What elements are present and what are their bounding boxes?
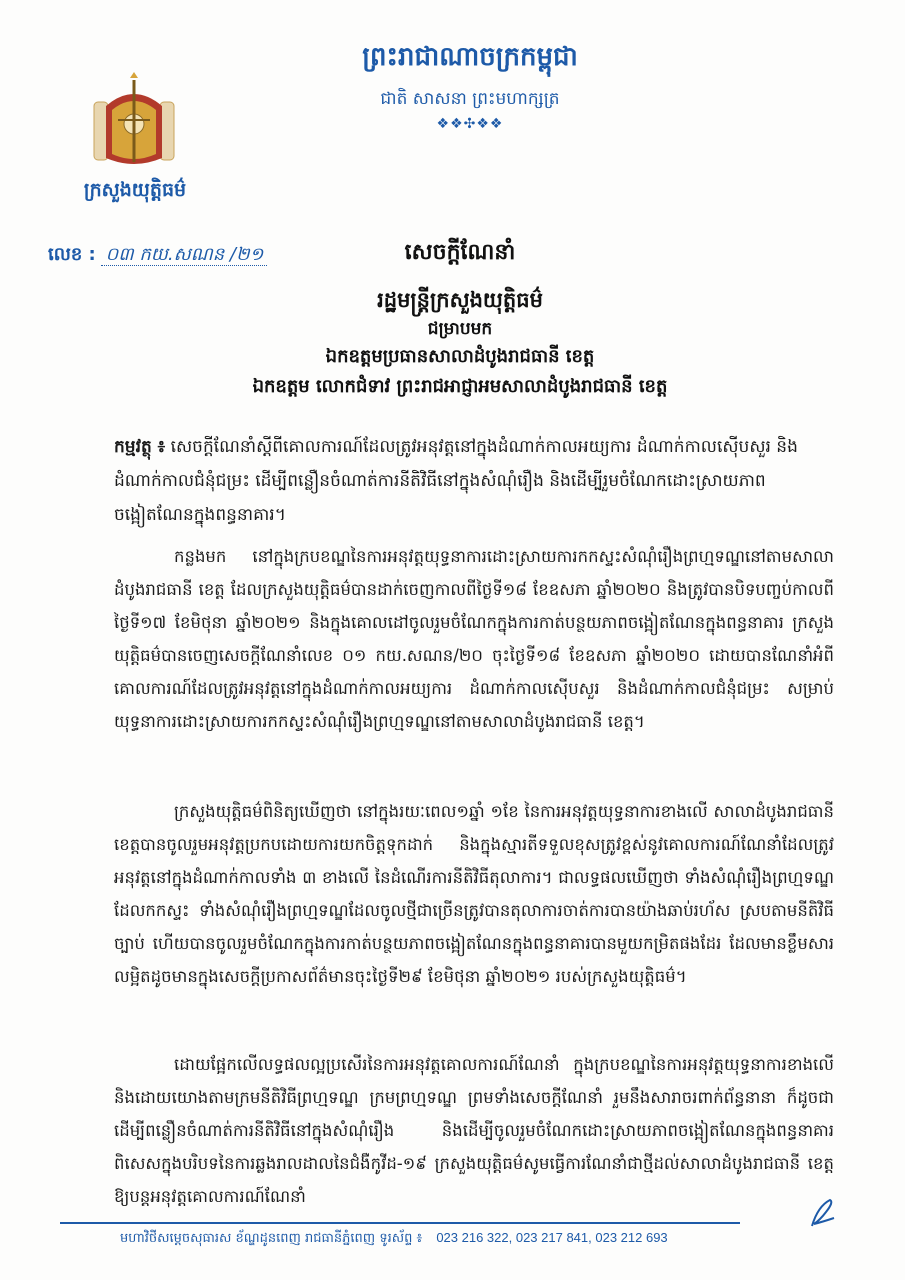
kingdom-heading: ព្រះរាជាណាចក្រកម្ពុជា — [362, 42, 578, 72]
addressee-line-1: ឯកឧត្តមប្រធានសាលាដំបូងរាជធានី ខេត្ត — [325, 346, 595, 367]
footer-address: មហាវិថីសម្តេចសុធារស ខ័ណ្ឌដូនពេញ រាជធានីភ្នំពេញ ទូរស័ព្ទ ៖ — [120, 1231, 423, 1246]
addressee-line-2: ឯកឧត្តម លោកជំទាវ ព្រះរាជអាជ្ញាអមសាលាដំបូងរាជធានី ខេត្ត — [252, 376, 668, 397]
paragraph-1: កន្លងមក នៅក្នុងក្របខណ្ឌនៃការអនុវត្តយុទ្ធនាការដោះស្រាយការកកស្ទះសំណុំរឿងព្រហ្មទណ្ឌនៅតាមសាលាដំបូងរាជធានី ខេត្ត ដែលក្រសួងយុត្តិធម៌បានដាក់ចេញកាលពីថ្ងៃទី១៨ ខែឧសភា ឆ្នាំ២០២០ និងត្រូវបានបិទបញ្ចប់កាលពីថ្ងៃទី១៧ ខែមិថុនា ឆ្នាំ២០២១ និងក្នុងគោលដៅចូលរួមចំណែកក្នុងការកាត់បន្ថយភាពចង្អៀតណែនក្នុងពន្ធនាគារ ក្រសួងយុត្តិធម៌បានចេញសេចក្តីណែនាំលេខ ០១ កយ.សណន/២០ ចុះថ្ងៃទី១៨ ខែឧសភា ឆ្នាំ២០២០ ដោយបានណែនាំអំពីគោលការណ៍ដែលត្រូវអនុវត្តនៅក្នុងដំណាក់កាលអយ្យការ ដំណាក់កាលស៊ើបសួរ និងដំណាក់កាលជំនុំជម្រះ សម្រាប់យុទ្ធនាការដោះស្រាយការកកស្ទះសំណុំរឿងព្រហ្មទណ្ឌនៅតាមសាលាដំបូងរាជធានី ខេត្ត។ — [114, 547, 834, 731]
subject-label: កម្មវត្ថុ ៖ — [114, 437, 166, 457]
subject-block — [114, 430, 834, 532]
subject-text: សេចក្តីណែនាំស្តីពីគោលការណ៍ដែលត្រូវអនុវត្តនៅក្នុងដំណាក់កាលអយ្យការ ដំណាក់កាលស៊ើបសួរ និងដំណាក់កាលជំនុំជម្រះ ដើម្បីពន្លឿនចំណាត់ការនីតិវិធីនៅក្នុងសំណុំរឿង និងដើម្បីរួមចំណែកដោះស្រាយភាពចង្អៀតណែនក្នុងពន្ធនាគារ។ — [114, 437, 798, 525]
document-title: សេចក្តីណែនាំ — [404, 240, 516, 265]
paragraph-3: ដោយផ្អែកលើលទ្ធផលល្អប្រសើរនៃការអនុវត្តគោលការណ៍ណែនាំ ក្នុងក្របខណ្ឌនៃការអនុវត្តយុទ្ធនាការខាងលើ និងដោយយោងតាមក្រមនីតិវិធីព្រហ្មទណ្ឌ ក្រមព្រហ្មទណ្ឌ ព្រមទាំងសេចក្តីណែនាំ រួមនឹងសារាចរពាក់ព័ន្ធនានា ក៏ដូចជាដើម្បីពន្លឿនចំណាត់ការនីតិវិធីនៅក្នុងសំណុំរឿង និងដើម្បីចូលរួមចំណែកដោះស្រាយភាពចង្អៀតណែនក្នុងពន្ធនាគារ ពិសេសក្នុងបរិបទនៃការឆ្លងរាលដាលនៃជំងឺកូវីដ-១៩ ក្រសួងយុត្តិធម៌សូមធ្វើការណែនាំជាថ្មីដល់សាលាដំបូងរាជធានី ខេត្ត ឱ្យបន្តអនុវត្តគោលការណ៍ណែនាំ — [114, 1055, 834, 1206]
paragraph-2: ក្រសួងយុត្តិធម៌ពិនិត្យឃើញថា នៅក្នុងរយៈពេល១ឆ្នាំ ១ខែ នៃការអនុវត្តយុទ្ធនាការខាងលើ សាលាដំបូងរាជធានី ខេត្តបានចូលរួមអនុវត្តប្រកបដោយការយកចិត្តទុកដាក់ និងក្នុងស្មារតីទទួលខុសត្រូវខ្ពស់នូវគោលការណ៍ណែនាំដែលត្រូវអនុវត្តនៅក្នុងដំណាក់កាលទាំង ៣ ខាងលើ នៃដំណើរការនីតិវិធីតុលាការ។ ជាលទ្ធផលឃើញថា ទាំងសំណុំរឿងព្រហ្មទណ្ឌដែលកកស្ទះ ទាំងសំណុំរឿងព្រហ្មទណ្ឌដែលចូលថ្មីជាច្រើនត្រូវបានតុលាការចាត់ការបានយ៉ាងឆាប់រហ័ស ស្របតាមនីតិវិធីច្បាប់ ហើយបានចូលរួមចំណែកក្នុងការកាត់បន្ថយភាពចង្អៀតណែនក្នុងពន្ធនាគារបានមួយកម្រិតផងដែរ ដែលមានខ្លឹមសារលម្អិតដូចមានក្នុងសេចក្តីប្រកាសព័ត៌មានចុះថ្ងៃទី២៩ ខែមិថុនា ឆ្នាំ២០២១ របស់ក្រសួងយុត្តិធម៌។ — [114, 802, 834, 986]
initial-signature-icon — [808, 1196, 838, 1230]
footer-divider — [60, 1222, 740, 1224]
footer-phones: 023 216 322, 023 217 841, 023 212 693 — [436, 1230, 668, 1245]
reference-label: លេខ : — [48, 244, 96, 265]
sender-line: រដ្ឋមន្ត្រីក្រសួងយុត្តិធម៌ — [377, 288, 543, 312]
greeting-line: ជម្រាបមក — [427, 319, 493, 339]
reference-value: ០៣ កយ.សណន /២១ — [101, 244, 267, 266]
reference-number — [48, 242, 267, 269]
ministry-name: ក្រសួងយុត្តិធម៌ — [83, 179, 187, 201]
national-motto: ជាតិ សាសនា ព្រះមហាក្សត្រ — [380, 89, 560, 109]
footer-contact — [120, 1230, 780, 1249]
ornament-divider: ❖❖✣❖❖ — [436, 116, 504, 132]
ministry-emblem-icon — [88, 72, 180, 172]
